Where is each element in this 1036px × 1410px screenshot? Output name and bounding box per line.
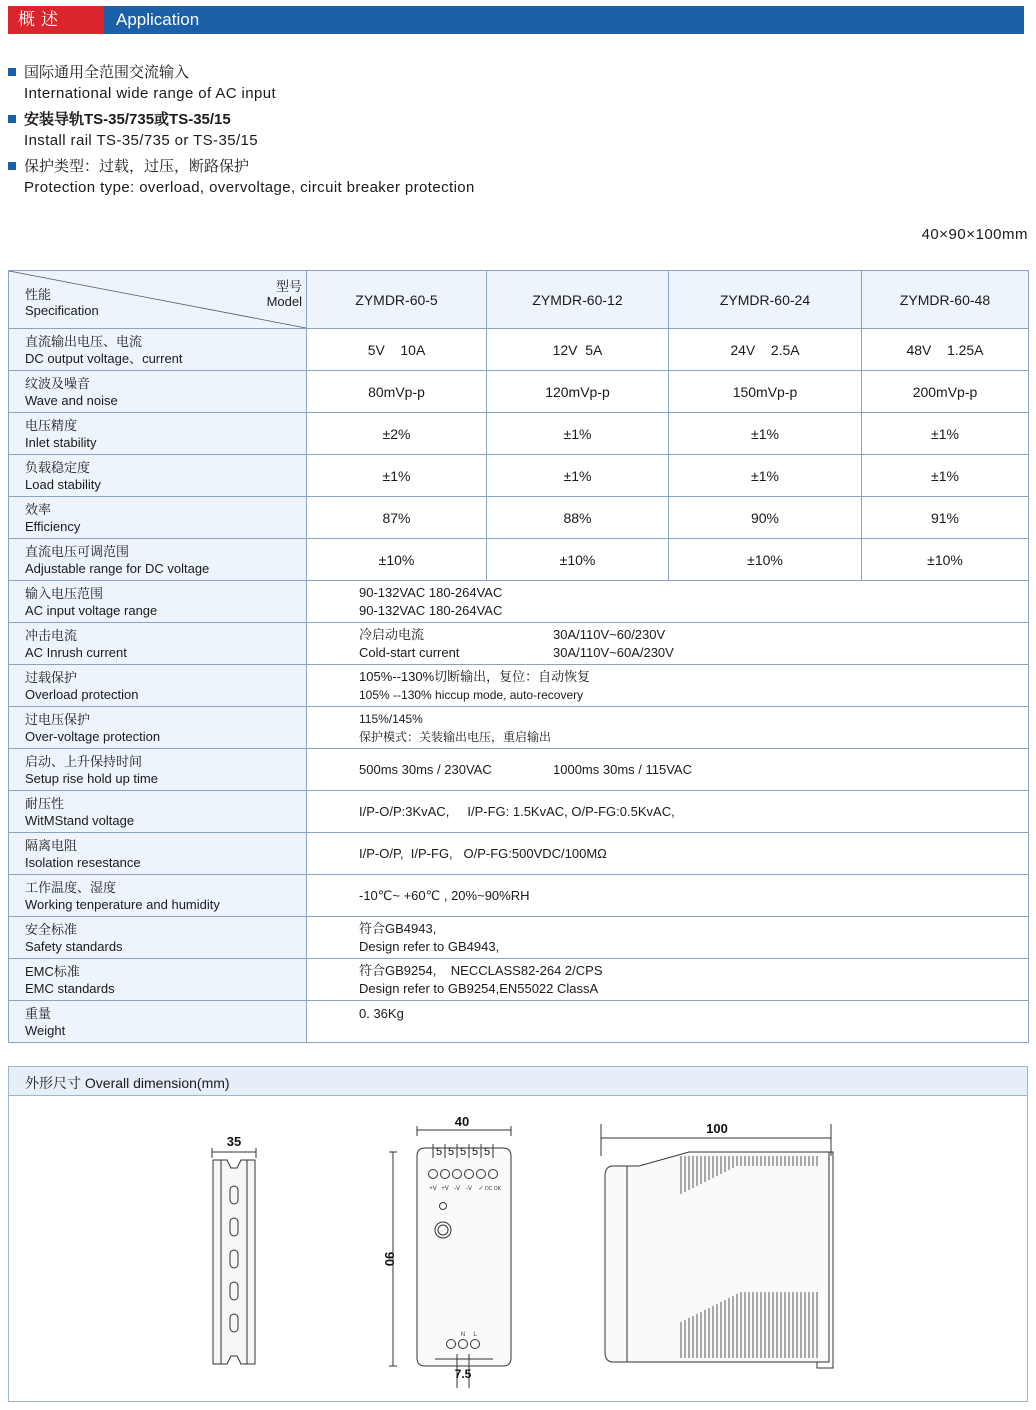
table-cell xyxy=(307,581,1029,623)
table-cell: ±1% xyxy=(487,413,669,455)
row-label-en: Isolation resestance xyxy=(25,854,141,870)
table-cell xyxy=(307,833,1029,875)
cell-line: 30A/110V~60/230V xyxy=(553,626,666,642)
row-label xyxy=(9,413,307,455)
table-cell: 91% xyxy=(862,497,1029,539)
table-row xyxy=(9,917,1029,959)
section-header xyxy=(8,6,1024,34)
table-cell: 120mVp-p xyxy=(487,371,669,413)
side-view-drawing xyxy=(601,1121,833,1368)
feature-en: Protection type: overload, overvoltage, circuit breaker protection xyxy=(24,179,475,196)
row-label xyxy=(9,707,307,749)
cell-line: 冷启动电流 xyxy=(359,626,425,642)
overall-dimensions: 40×90×100mm xyxy=(921,226,1028,243)
row-label-zh: 隔离电阻 xyxy=(25,837,78,853)
table-row xyxy=(9,413,1029,455)
table-cell: ±10% xyxy=(307,539,487,581)
feature-en: Install rail TS-35/735 or TS-35/15 xyxy=(24,132,258,149)
row-label xyxy=(9,833,307,875)
table-cell: ±1% xyxy=(669,413,862,455)
corner-model-label xyxy=(267,279,302,309)
table-cell: 5V 10A xyxy=(307,329,487,371)
feature-item xyxy=(8,62,475,105)
table-row xyxy=(9,455,1029,497)
terminal-label: -V xyxy=(466,1186,472,1192)
table-cell: ±1% xyxy=(307,455,487,497)
row-label xyxy=(9,371,307,413)
feature-list xyxy=(8,62,475,203)
corner-spec-en: Specification xyxy=(25,303,99,318)
table-cell: 88% xyxy=(487,497,669,539)
table-cell xyxy=(307,665,1029,707)
dimension-drawing xyxy=(9,1096,1027,1402)
row-label-zh: 过载保护 xyxy=(25,669,78,685)
table-cell: 150mVp-p xyxy=(669,371,862,413)
table-cell: 90% xyxy=(669,497,862,539)
table-header-row xyxy=(9,271,1029,329)
terminal-label: +V xyxy=(429,1186,437,1192)
terminal-label: -V xyxy=(454,1186,460,1192)
row-label-zh: 纹波及噪音 xyxy=(25,375,91,391)
table-cell: ±1% xyxy=(862,455,1029,497)
row-label-en: Overload protection xyxy=(25,686,139,702)
table-row xyxy=(9,1001,1029,1043)
cell-line: Design refer to GB9254,EN55022 ClassA xyxy=(359,980,599,996)
row-label-en: Setup rise hold up time xyxy=(25,770,158,786)
row-label-zh: 启动、上升保持时间 xyxy=(25,753,143,769)
cell-line: 90-132VAC 180-264VAC xyxy=(359,602,503,618)
cell-line: 保护模式：关装输出电压，重启输出 xyxy=(359,729,552,744)
row-label xyxy=(9,623,307,665)
table-row xyxy=(9,749,1029,791)
cell-line: 115%/145% xyxy=(359,711,423,726)
table-row xyxy=(9,665,1029,707)
table-row xyxy=(9,329,1029,371)
cell-line: I/P-O/P:3KvAC, I/P-FG: 1.5KvAC, O/P-FG:0.5KvAC, xyxy=(359,803,675,819)
cell-line: I/P-O/P, I/P-FG, O/P-FG:500VDC/100MΩ xyxy=(359,845,607,861)
corner-model-en: Model xyxy=(266,294,302,309)
terminal-label: DC OK xyxy=(485,1186,501,1192)
table-row xyxy=(9,497,1029,539)
row-label-en: Wave and noise xyxy=(25,392,118,408)
table-cell: ±10% xyxy=(487,539,669,581)
cell-line: 符合GB4943, xyxy=(359,920,437,936)
row-label-en: DC output voltage、current xyxy=(25,350,183,366)
side-depth-label: 100 xyxy=(706,1121,728,1136)
cell-line: Design refer to GB4943, xyxy=(359,938,500,954)
cell-line: -10℃~ +60℃ , 20%~90%RH xyxy=(359,887,530,903)
row-label-en: Adjustable range for DC voltage xyxy=(25,560,210,576)
table-cell: 80mVp-p xyxy=(307,371,487,413)
table-row xyxy=(9,707,1029,749)
table-cell: 48V 1.25A xyxy=(862,329,1029,371)
table-cell xyxy=(307,791,1029,833)
table-row xyxy=(9,875,1029,917)
row-label-en: Weight xyxy=(25,1022,66,1038)
bullet-square-icon xyxy=(8,68,16,76)
pin-spacing-label: 5 xyxy=(471,1146,479,1158)
table-row xyxy=(9,791,1029,833)
row-label-en: AC input voltage range xyxy=(25,602,158,618)
table-cell: 200mVp-p xyxy=(862,371,1029,413)
row-label-zh: EMC标准 xyxy=(25,963,80,979)
model-header: ZYMDR-60-48 xyxy=(862,271,1029,329)
terminal-label: N xyxy=(460,1332,466,1338)
cell-line: 90-132VAC 180-264VAC xyxy=(359,584,503,600)
terminal-label: L xyxy=(473,1332,477,1338)
cell-line: Cold-start current xyxy=(359,644,460,660)
row-label xyxy=(9,581,307,623)
table-row xyxy=(9,539,1029,581)
cell-line: 1000ms 30ms / 115VAC xyxy=(553,761,692,777)
table-cell xyxy=(307,1001,1029,1043)
row-label-en: WitMStand voltage xyxy=(25,812,135,828)
bottom-spacing-label: 7.5 xyxy=(454,1367,472,1381)
table-cell xyxy=(307,875,1029,917)
table-cell xyxy=(307,623,1029,665)
model-header: ZYMDR-60-5 xyxy=(307,271,487,329)
pin-spacing-label: 5 xyxy=(447,1146,455,1158)
table-row xyxy=(9,581,1029,623)
table-cell: 12V 5A xyxy=(487,329,669,371)
table-cell: 87% xyxy=(307,497,487,539)
row-label-zh: 效率 xyxy=(25,501,52,517)
table-cell: ±2% xyxy=(307,413,487,455)
row-label xyxy=(9,959,307,1001)
feature-zh: 安装导轨TS-35/735或TS-35/15 xyxy=(24,111,231,128)
row-label-zh: 工作温度、湿度 xyxy=(25,879,117,895)
row-label xyxy=(9,497,307,539)
dimension-drawing-area xyxy=(8,1096,1028,1402)
corner-spec-zh: 性能 xyxy=(25,287,52,302)
section-header-zh: 概述 xyxy=(8,6,104,34)
din-rail-drawing xyxy=(212,1134,256,1364)
row-label-en: AC Inrush current xyxy=(25,644,127,660)
rail-width-label: 35 xyxy=(226,1134,242,1149)
table-row xyxy=(9,623,1029,665)
row-label-zh: 过电压保护 xyxy=(25,711,91,727)
table-cell: ±1% xyxy=(862,413,1029,455)
dimension-section-header xyxy=(8,1066,1028,1096)
table-row xyxy=(9,959,1029,1001)
section-header-title: Application xyxy=(116,10,200,29)
model-header: ZYMDR-60-12 xyxy=(487,271,669,329)
feature-en: International wide range of AC input xyxy=(24,85,277,102)
row-label xyxy=(9,1001,307,1043)
feature-zh: 保护类型：过载，过压，断路保护 xyxy=(24,158,250,175)
row-label xyxy=(9,665,307,707)
row-label-en: Working tenperature and humidity xyxy=(25,896,220,912)
table-cell: ±1% xyxy=(487,455,669,497)
spec-table xyxy=(8,270,1029,1043)
cell-line: 0. 36Kg xyxy=(359,1006,404,1021)
table-cell xyxy=(307,917,1029,959)
row-label-zh: 输入电压范围 xyxy=(25,585,104,601)
pin-spacing-label: 5 xyxy=(459,1146,467,1158)
terminal-label: ✓ xyxy=(478,1186,484,1192)
row-label-zh: 电压精度 xyxy=(25,417,78,433)
table-cell xyxy=(307,749,1029,791)
row-label-zh: 直流输出电压、电流 xyxy=(25,333,143,349)
row-label-en: Safety standards xyxy=(25,938,123,954)
corner-model-zh: 型号 xyxy=(275,279,302,294)
bullet-square-icon xyxy=(8,162,16,170)
row-label-zh: 负载稳定度 xyxy=(25,459,91,475)
feature-zh: 国际通用全范围交流输入 xyxy=(24,64,190,81)
corner-spec-label xyxy=(25,287,99,319)
front-view-drawing xyxy=(382,1114,511,1388)
table-row xyxy=(9,371,1029,413)
terminal-label: +V xyxy=(441,1186,449,1192)
row-label xyxy=(9,455,307,497)
bullet-square-icon xyxy=(8,115,16,123)
front-height-label: 90 xyxy=(382,1251,397,1267)
row-label xyxy=(9,329,307,371)
dimension-section-title: 外形尺寸 Overall dimension(mm) xyxy=(25,1075,230,1091)
feature-item xyxy=(8,156,475,199)
feature-item xyxy=(8,109,475,152)
table-cell: ±1% xyxy=(669,455,862,497)
row-label-zh: 耐压性 xyxy=(25,795,65,811)
row-label xyxy=(9,875,307,917)
pin-spacing-label: 5 xyxy=(483,1146,491,1158)
row-label-en: Over-voltage protection xyxy=(25,728,161,744)
model-header: ZYMDR-60-24 xyxy=(669,271,862,329)
front-width-label: 40 xyxy=(454,1114,470,1129)
cell-line: 符合GB9254, NECCLASS82-264 2/CPS xyxy=(359,962,603,978)
table-cell xyxy=(307,707,1029,749)
row-label-en: Efficiency xyxy=(25,518,81,534)
cell-line: 500ms 30ms / 230VAC xyxy=(359,761,492,777)
row-label-zh: 直流电压可调范围 xyxy=(25,543,130,559)
row-label xyxy=(9,917,307,959)
row-label-zh: 冲击电流 xyxy=(25,627,78,643)
table-cell xyxy=(307,959,1029,1001)
row-label xyxy=(9,539,307,581)
cell-line: 105% --130% hiccup mode, auto-recovery xyxy=(359,687,584,702)
row-label-en: EMC standards xyxy=(25,980,115,996)
pin-spacing-label: 5 xyxy=(435,1146,443,1158)
table-cell: 24V 2.5A xyxy=(669,329,862,371)
cell-line: 105%--130%切断输出，复位：自动恢复 xyxy=(359,668,591,684)
row-label-en: Load stability xyxy=(25,476,101,492)
table-corner-cell xyxy=(9,271,307,329)
table-row xyxy=(9,833,1029,875)
table-cell: ±10% xyxy=(862,539,1029,581)
row-label xyxy=(9,749,307,791)
row-label-en: Inlet stability xyxy=(25,434,97,450)
row-label-zh: 安全标准 xyxy=(25,921,78,937)
row-label xyxy=(9,791,307,833)
table-cell: ±10% xyxy=(669,539,862,581)
cell-line: 30A/110V~60A/230V xyxy=(553,644,674,660)
row-label-zh: 重量 xyxy=(25,1005,52,1021)
